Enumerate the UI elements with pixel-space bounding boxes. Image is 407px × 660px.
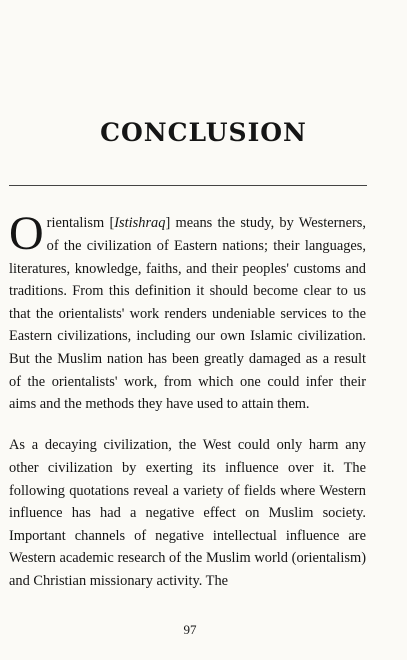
paragraph-1-rest: ] means the study, by Westerners, of the civilization of Eastern nations; their languages, literatures, knowledge, faiths, and their peoples' customs and traditions. From this definition it should become clear to us that the orientalists' work renders undeniable services to the Eastern civilizations, including our own Islamic civilization. But the Muslim nation has been greatly damaged as a result of the orientalists' work, from which one could infer their aims and the methods they have used to attain them.	[9, 215, 366, 413]
title-divider	[9, 185, 367, 186]
paragraph-2: As a decaying civilization, the West could only harm any other civilization by exerting its influence over it. The following quotations reveal a variety of fields where Western influence has had a negative effect on Muslim society. Important channels of negative intellectual influence are Western academic research of the Muslim world (orientalism) and Christian missionary activity. The	[9, 437, 366, 589]
chapter-title: CONCLUSION	[100, 118, 307, 147]
drop-cap: O	[9, 207, 44, 261]
page-number: 97	[183, 622, 197, 637]
paragraph-1-start: rientalism [	[46, 215, 115, 232]
paragraph-1	[9, 207, 366, 415]
arabic-term: Istishraq	[114, 215, 166, 232]
